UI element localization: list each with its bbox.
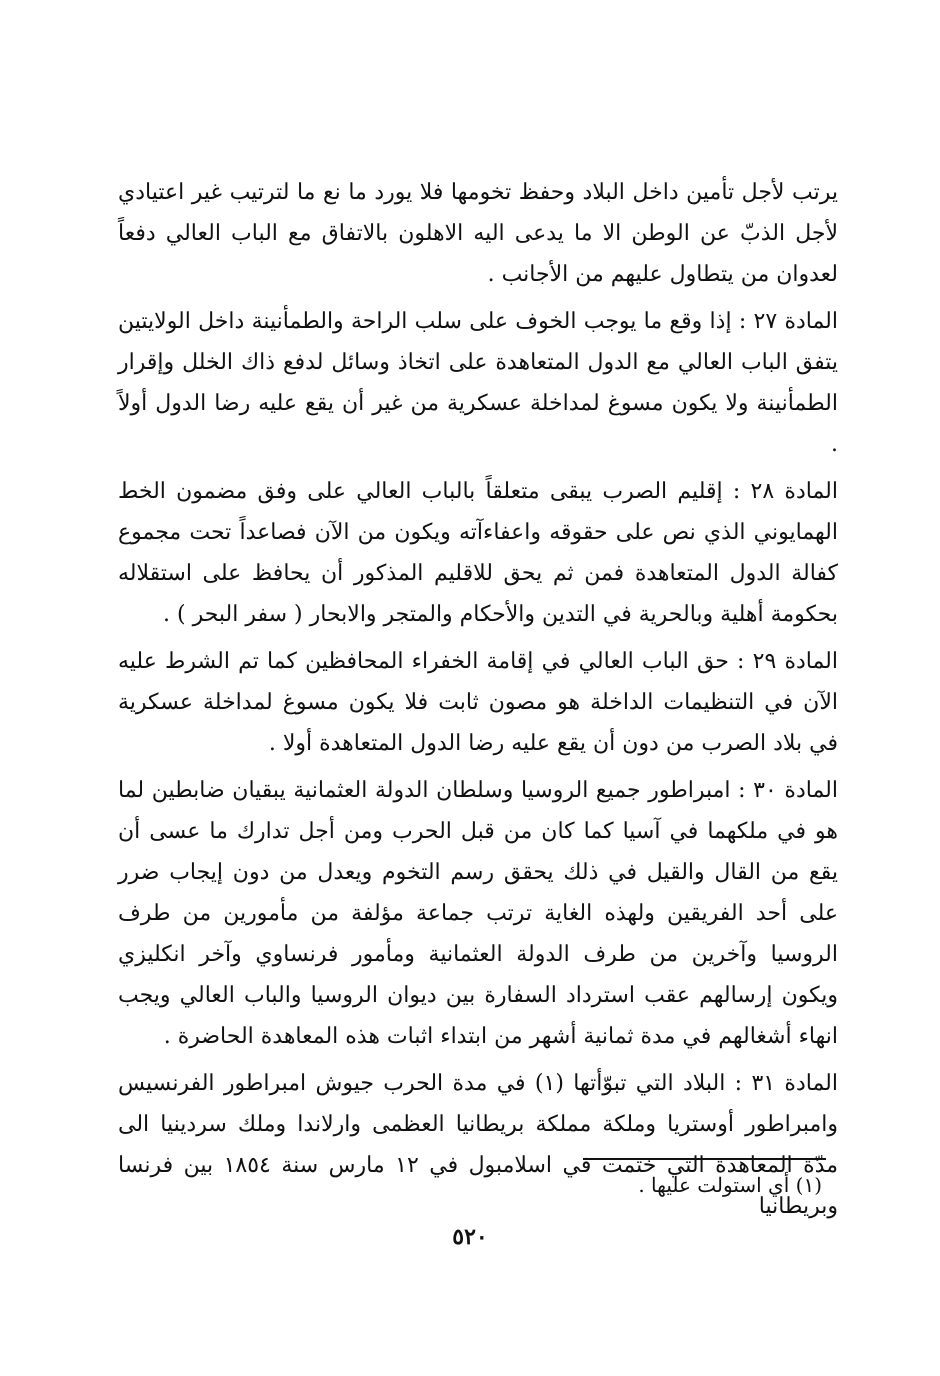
paragraph-article-29: المادة ٢٩ : حق الباب العالي في إقامة الخفراء المحافظين كما تم الشرط عليه الآن في التنظيمات الداخلة هو مصون ثابت فلا يكون مسوغ لمداخلة عسكرية في بلاد الصرب من دون أن يقع عليه رضا الدول المتعاهدة أولا . <box>118 649 839 756</box>
page-number: ٥٢٠ <box>452 1224 488 1250</box>
footnote-divider <box>583 1158 826 1160</box>
paragraph-article-31: المادة ٣١ : البلاد التي تبوّأتها (١) في مدة الحرب جيوش امبراطور الفرنسيس وامبراطور أوستريا وملكة مملكة بريطانيا العظمى وارلاندا وملك سردينيا الى مدّة المعاهدة التي ختمت في اسلامبول في ١٢ مارس سنة ١٨٥٤ بين فرنسا وبريطانيا <box>118 1071 838 1219</box>
paragraph-article-30: المادة ٣٠ : امبراطور جميع الروسيا وسلطان الدولة العثمانية يبقيان ضابطين لما هو في ملكهما في آسيا كما كان من قبل الحرب ومن أجل تدارك ما عسى أن يقع من القال والقيل في ذلك يحقق رسم التخوم ويعدل من دون إيجاب ضرر على أحد الفريقين ولهذه الغاية ترتب جماعة مؤلفة من مأمورين من طرف الروسيا وآخرين من طرف الدولة العثمانية ومأمور فرنساوي وآخر انكليزي ويكون إرسالهم عقب استرداد السفارة بين ديوان الروسيا والباب العالي ويجب انهاء أشغالهم في مدة ثمانية أشهر من ابتداء اثبات هذه المعاهدة الحاضرة . <box>118 778 839 1049</box>
footnote: (١) أي استولت عليها . <box>638 1173 822 1197</box>
body-text <box>118 172 838 1233</box>
paragraph-intro: يرتب لأجل تأمين داخل البلاد وحفظ تخومها فلا يورد ما نع ما لترتيب غير اعتيادي لأجل الذبّ عن الوطن الا ما يدعى اليه الاهلون بالاتفاق مع الباب العالي دفعاً لعدوان من يتطاول عليهم من الأجانب . <box>118 180 838 287</box>
paragraph-article-28: المادة ٢٨ : إقليم الصرب يبقى متعلقاً بالباب العالي على وفق مضمون الخط الهمايوني الذي نص على حقوقه واعفاءآته ويكون من الآن فصاعداً تحت مجموع كفالة الدول المتعاهدة فمن ثم يحق للاقليم المذكور أن يحافظ على استقلاله بحكومة أهلية وبالحرية في التدين والأحكام والمتجر والابحار ( سفر البحر ) . <box>118 479 838 627</box>
paragraph-article-27: المادة ٢٧ : إذا وقع ما يوجب الخوف على سلب الراحة والطمأنينة داخل الولايتين يتفق الباب العالي مع الدول المتعاهدة على اتخاذ وسائل لدفع ذاك الخلل وإقرار الطمأنينة ولا يكون مسوغ لمداخلة عسكرية من غير أن يقع عليه رضا الدول أولاً . <box>118 309 838 457</box>
